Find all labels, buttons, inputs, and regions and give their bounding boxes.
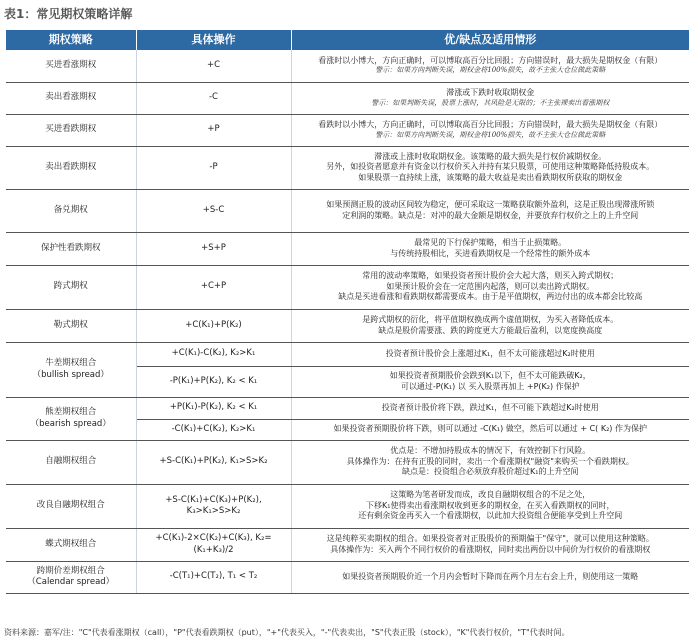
- description-line: 如果投资者预期股价近一个月内会暂时下降而在两个月左右会上升，则使用这一策略: [342, 571, 639, 581]
- description-cell: [291, 419, 689, 440]
- description-cell: [291, 189, 689, 232]
- description-line: 具体操作为：买入两个不同行权价的看涨期权，同时卖出两份以中间价为行权价的看涨期权: [330, 544, 651, 554]
- table-body: [6, 50, 689, 593]
- table-row: [6, 146, 689, 189]
- strategy-cell: [6, 146, 136, 189]
- operation-formula: +C: [206, 60, 221, 71]
- operation-cell: [136, 114, 291, 146]
- description-cell: [291, 561, 689, 593]
- description-line: 这策略为笔者研发而成，改良自融期权组合的不足之处，: [390, 490, 591, 500]
- strategy-cell: [6, 50, 136, 82]
- warning-note: 警示：如果方向判断失误，期权金将100%损失，故不主张大仓位做此策略: [375, 66, 606, 75]
- operation-formula: +P: [207, 124, 220, 135]
- table-row: [6, 484, 689, 528]
- table-header-row: [6, 30, 689, 50]
- table-row: [6, 114, 689, 146]
- description-line: 滞涨或上涨时收取期权金。该策略的最大损失是行权价减期权金。: [374, 151, 607, 161]
- strategy-name: （Calendar spread）: [27, 577, 115, 587]
- description-line: 具体操作为：在持有正股的同时，卖出一个看涨期权"融资"来购买一个看跌期权。: [346, 456, 634, 466]
- description-line: 另外，如投资者愿意并有资金以行权价买入并持有某只股票，可使用这种策略降低持股成本。: [326, 162, 655, 172]
- description-cell: [291, 397, 689, 419]
- strategy-table: [6, 30, 689, 594]
- description-line: 常用的波动率策略，如果投资者预计股价会大起大落，则买入跨式期权；: [362, 271, 619, 281]
- strategy-name: 勒式期权: [53, 319, 88, 330]
- header-description: 优/缺点及适用情形: [291, 30, 689, 50]
- table-row: [6, 309, 689, 342]
- operation-formula: -C(K₁)+C(K₂), K₂>K₁: [171, 423, 256, 434]
- strategy-cell: [6, 82, 136, 114]
- description-line: 看涨时以小博大，方向正确时，可以博取高百分比回报；方向错误时，最大损失是期权金（有限）: [318, 56, 663, 65]
- description-cell: [291, 82, 689, 114]
- operation-cell: [136, 366, 291, 397]
- strategy-name: 熊差期权组合: [45, 407, 97, 418]
- table-row: [6, 50, 689, 82]
- strategy-cell: [6, 528, 136, 561]
- description-line: 如果投资者预期股价会跌到K₁以下，但不太可能跌破K₂，: [389, 371, 591, 381]
- operation-formula: -P: [209, 161, 218, 172]
- strategy-name: 备兑期权: [53, 204, 88, 215]
- operation-formula: -P(K₁)+P(K₂), K₂ < K₁: [169, 375, 258, 386]
- strategy-cell: [6, 265, 136, 309]
- operation-cell: [136, 82, 291, 114]
- operation-formula: +C(K₁)+P(K₂): [185, 319, 242, 330]
- description-line: 这是纯粹买卖期权的组合。如果投资者对正股股价的预期偏于"保守"，就可以使用这种策略。: [326, 534, 654, 544]
- operation-formula: -C(T₁)+C(T₂), T₁ < T₂: [169, 571, 258, 582]
- strategy-name: 跨式期权: [53, 281, 88, 292]
- strategy-name: （bullish spread）: [32, 369, 109, 380]
- table-row: [6, 528, 689, 561]
- description-line: 可以通过-P(K₁) 以 买入股票再加上 +P(K₂) 作保护: [400, 381, 580, 391]
- strategy-cell: [6, 561, 136, 593]
- description-line: 如果股票一直持续上涨，该策略的最大收益是卖出看跌期权所获取的期权金: [358, 172, 623, 182]
- operation-formula: +P(K₁)-P(K₂), K₂ < K₁: [169, 402, 258, 413]
- description-line: 如果预测正股的波动区间较为稳定，便可采取这一策略获取额外盈利，这是正股出现滞涨所锁: [326, 200, 655, 210]
- operation-cell: [136, 397, 291, 419]
- header-operation: 具体操作: [136, 30, 291, 50]
- description-line: 优点是：不增加持股成本的情况下，有效控制下行风险。: [390, 446, 591, 456]
- description-line: 如果投资者预期股价将下跌，则可以通过 -C(K₁) 做空，然后可以通过 + C( K₂) 作为保护: [333, 424, 647, 434]
- description-line: 如果预计股价会在一定范围内起落，则可以卖出跨式期权。: [386, 281, 595, 291]
- description-cell: [291, 528, 689, 561]
- table-title: 表1：常见期权策略详解: [4, 7, 133, 21]
- operation-formula: -C: [208, 92, 218, 103]
- strategy-cell: [6, 232, 136, 265]
- strategy-cell: [6, 484, 136, 528]
- description-line: 缺点是股价需要涨、跌的跨度更大方能最后盈利，以宽度换高度: [378, 325, 603, 335]
- table-row: [6, 265, 689, 309]
- description-line: 缺点是买进看涨和看跌期权都需要成本。由于是平值期权，两边付出的成本都会比较高: [338, 292, 643, 302]
- operation-cell: [136, 528, 291, 561]
- strategy-name: 牛差期权组合: [45, 358, 97, 369]
- warning-note: 警示：如果判断失误，股票上涨时，其风险是无限的；不主张裸卖出看涨期权: [371, 98, 610, 107]
- strategy-name: 改良自融期权组合: [36, 500, 105, 511]
- description-line: 最常见的下行保护策略，相当于止损策略。: [414, 238, 567, 248]
- strategy-name: 卖出看涨期权: [45, 92, 97, 103]
- operation-formula: +C+P: [200, 281, 227, 292]
- operation-formula: +S-C(K₁)+P(K₂), K₁>S>K₂: [159, 456, 268, 467]
- operation-cell: [136, 232, 291, 265]
- description-line: 还有剩余资金再买入一个看涨期权，以此加大投资组合便能享受到上升空间: [358, 511, 623, 521]
- strategy-cell: [6, 189, 136, 232]
- table-row: [6, 232, 689, 265]
- operation-formula: +C(K₁)-C(K₂), K₂>K₁: [171, 348, 256, 359]
- strategy-name: 卖出看跌期权: [45, 161, 97, 172]
- strategy-name: 自融期权组合: [45, 456, 97, 467]
- strategy-name: 保护性看跌期权: [40, 242, 101, 253]
- description-line: 投资者预计股价将下跌，跌过K₁，但不可能下跌超过K₂时使用: [381, 402, 599, 412]
- description-cell: [291, 50, 689, 82]
- description-cell: [291, 265, 689, 309]
- description-line: 缺点是：投资组合必须放弃股价超过K₁的上升空间: [402, 467, 579, 477]
- description-cell: [291, 146, 689, 189]
- description-cell: [291, 484, 689, 528]
- strategy-name: （bearish spread）: [30, 418, 111, 429]
- description-cell: [291, 232, 689, 265]
- description-line: 滞涨或下跌时收取期权金: [446, 88, 535, 98]
- operation-cell: [136, 309, 291, 342]
- operation-cell: [136, 342, 291, 366]
- strategy-cell: [6, 397, 136, 440]
- description-line: 下移K₁使得卖出看涨期权收到更多的期权金，在买入看跌期权的同时，: [366, 500, 615, 510]
- table-row: [6, 82, 689, 114]
- table-row: [6, 342, 689, 366]
- strategy-cell: [6, 114, 136, 146]
- strategy-name: 蝶式期权组合: [45, 538, 97, 549]
- description-cell: [291, 114, 689, 146]
- strategy-cell: [6, 309, 136, 342]
- strategy-cell: [6, 342, 136, 397]
- description-line: 是跨式期权的衍化，将平值期权换成两个虚值期权，为买入者降低成本。: [362, 315, 619, 325]
- description-cell: [291, 366, 689, 397]
- table-row: [6, 440, 689, 484]
- operation-formula: +S+P: [201, 242, 226, 253]
- description-cell: [291, 342, 689, 366]
- operation-cell: [136, 50, 291, 82]
- description-line: 看跌时以小博大，方向正确时，可以博取高百分比回报；方向错误时，最大损失是期权金（有限）: [318, 120, 663, 130]
- table-row: [6, 561, 689, 593]
- operation-cell: [136, 440, 291, 484]
- strategy-name: 买进看涨期权: [45, 60, 97, 71]
- header-strategy: 期权策略: [6, 30, 136, 50]
- description-line: 定利润的策略。缺点是：对冲的最大金额是期权金，并要放弃行权价之上的上升空间: [342, 210, 639, 220]
- operation-formula: +C(K₁)-2×C(K₂)+C(K₃), K₂=(K₁+K₃)/2: [155, 533, 272, 555]
- operation-cell: [136, 484, 291, 528]
- description-cell: [291, 309, 689, 342]
- source-note: 资料来源：嘉军/注："C"代表看涨期权（call），"P"代表看跌期权（put），"+"代表买入，"-"代表卖出，"S"代表正股（stock），"K"代表行权价，"T"代表时间。: [4, 628, 570, 637]
- description-line: 投资者预计股价会上涨超过K₁，但不太可能涨超过K₂时使用: [385, 348, 595, 358]
- operation-formula: +S-C(K₁)+C(K₃)+P(K₂), K₃>K₁>S>K₂: [165, 494, 262, 516]
- table-row: [6, 189, 689, 232]
- operation-cell: [136, 419, 291, 440]
- strategy-name: 跨期价差期权组合: [36, 565, 105, 576]
- operation-cell: [136, 265, 291, 309]
- strategy-name: 买进看跌期权: [45, 124, 97, 135]
- operation-formula: +S-C: [202, 204, 225, 215]
- warning-note: 警示：如果方向判断失误，期权金将100%损失，故不主张大仓位做此策略: [375, 130, 606, 139]
- operation-cell: [136, 189, 291, 232]
- table-row: [6, 397, 689, 419]
- operation-cell: [136, 146, 291, 189]
- strategy-cell: [6, 440, 136, 484]
- description-line: 与传统持股相比，买进看跌期权是一个经常性的额外成本: [390, 248, 591, 258]
- description-cell: [291, 440, 689, 484]
- operation-cell: [136, 561, 291, 593]
